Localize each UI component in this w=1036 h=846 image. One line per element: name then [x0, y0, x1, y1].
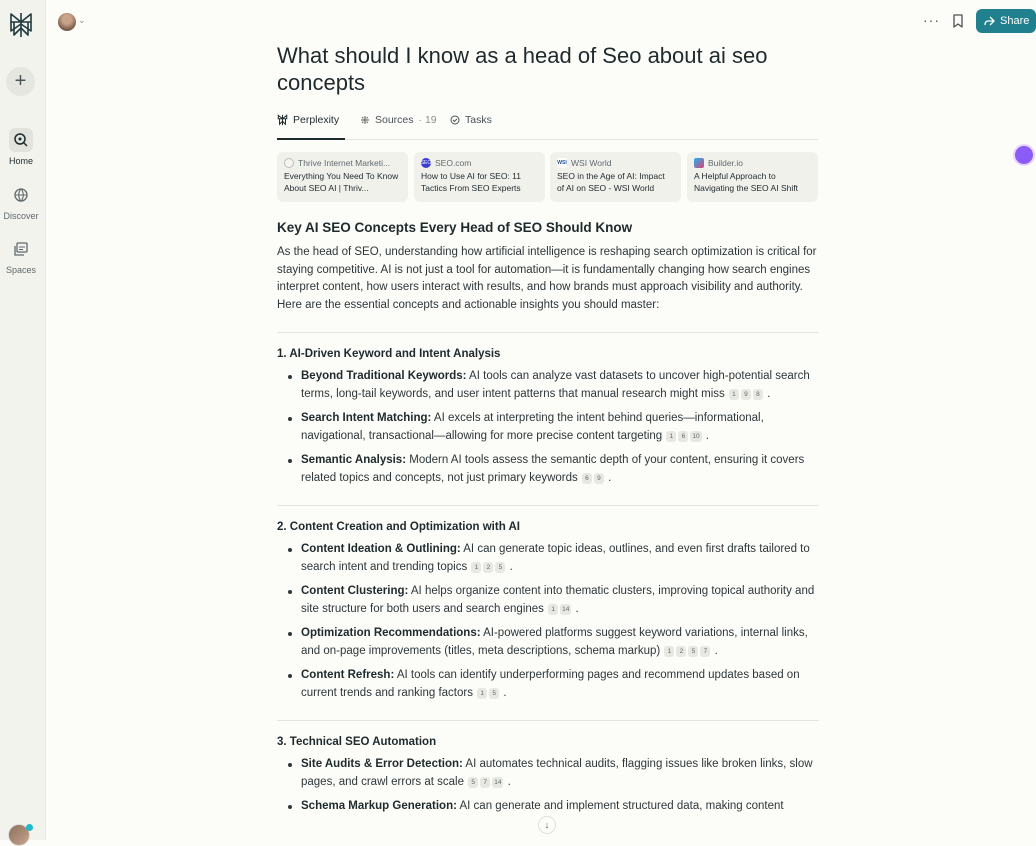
tab-tasks[interactable]	[450, 114, 492, 126]
tab-perplexity[interactable]	[277, 114, 339, 126]
sidebar-item-home[interactable]	[0, 128, 42, 166]
bookmark-icon[interactable]	[951, 13, 965, 29]
citation-badge[interactable]: 1	[471, 562, 481, 573]
share-label: Share	[1000, 15, 1030, 27]
list-item: Optimization Recommendations: AI-powered platforms suggest keyword variations, internal links, and on-page improvements (titles, meta descriptions, schema markup) 1 2 5 7 .	[277, 625, 819, 660]
source-title: A Helpful Approach to Navigating the SEO AI Shift	[694, 171, 798, 193]
section-title: 1. AI-Driven Keyword and Intent Analysis	[277, 348, 501, 360]
notification-dot-icon	[26, 824, 33, 831]
share-arrow-icon	[984, 16, 995, 26]
ellipsis-icon: ···	[923, 12, 940, 28]
sidebar-item-discover[interactable]	[0, 183, 42, 221]
bullet-text: AI tools can identify underperforming pages and recommend updates based on current trends and ranking factors	[301, 669, 800, 699]
bullet-term: Semantic Analysis:	[301, 454, 407, 466]
answer-sections	[277, 332, 819, 816]
citation-badge[interactable]: 6	[582, 473, 592, 484]
scroll-down-button[interactable]	[538, 816, 556, 834]
page-title: What should I know as a head of Seo about ai seo concepts	[277, 43, 768, 95]
citation-badge[interactable]: 5	[468, 777, 478, 788]
list-item: Content Refresh: AI tools can identify underperforming pages and recommend updates based on current trends and ranking factors 1 5 .	[277, 667, 819, 702]
source-card[interactable]	[277, 152, 408, 202]
list-item: Site Audits & Error Detection: AI automates technical audits, flagging issues like broken links, slow pages, and crawl errors at scale 5 7 14 .	[277, 756, 819, 791]
home-search-icon	[9, 128, 33, 152]
sources-icon	[360, 115, 370, 125]
source-site: SEO.com	[435, 158, 472, 168]
source-site: Builder.io	[708, 158, 743, 168]
citation-badge[interactable]: 2	[483, 562, 493, 573]
citation-badge[interactable]: 7	[700, 646, 710, 657]
sidebar	[0, 0, 46, 840]
bullet-term: Content Clustering:	[301, 585, 409, 597]
citation-badge[interactable]: 5	[489, 688, 499, 699]
tab-label: Perplexity	[293, 114, 340, 126]
answer-body	[277, 220, 819, 823]
section-title: 2. Content Creation and Optimization with AI	[277, 521, 520, 533]
tab-sources[interactable]	[360, 114, 437, 126]
bullet-term: Optimization Recommendations:	[301, 627, 481, 639]
bullet-text: Modern AI tools assess the semantic depth of your content, ensuring it covers related topics and concepts, not just primary keywords	[301, 454, 805, 484]
plus-icon: +	[14, 70, 27, 92]
thrive-favicon-icon	[284, 158, 294, 168]
bullet-text: AI helps organize content into thematic clusters, improving topical authority and site structure for both users and search engines	[301, 585, 815, 615]
citation-badge[interactable]: 5	[688, 646, 698, 657]
bullet-term: Content Refresh:	[301, 669, 395, 681]
tab-label: Sources	[375, 114, 414, 126]
list-item: Semantic Analysis: Modern AI tools assess the semantic depth of your content, ensuring it covers related topics and concepts, not just primary keywords 6 9 .	[277, 452, 819, 487]
citation-badge[interactable]: 9	[741, 389, 751, 400]
globe-icon	[9, 183, 33, 207]
source-title: How to Use AI for SEO: 11 Tactics From SEO Experts	[421, 171, 521, 193]
citation-badge[interactable]: 5	[495, 562, 505, 573]
citation-badge[interactable]: 1	[729, 389, 739, 400]
tab-label: Tasks	[465, 114, 492, 126]
thread-tabs	[277, 112, 818, 140]
citation-badge[interactable]: 8	[753, 389, 763, 400]
source-title: Everything You Need To Know About SEO AI | Thriv...	[284, 171, 399, 193]
bullet-text: AI automates technical audits, flagging issues like broken links, slow pages, and crawl errors at scale	[301, 758, 813, 788]
citation-badge[interactable]: 1	[477, 688, 487, 699]
source-card[interactable]	[550, 152, 681, 202]
new-thread-button[interactable]	[6, 67, 35, 96]
bullet-term: Search Intent Matching:	[301, 412, 432, 424]
sidebar-item-label: Home	[8, 156, 33, 166]
citation-badge[interactable]: 1	[664, 646, 674, 657]
citation-badge[interactable]: 14	[494, 778, 502, 786]
chevron-down-icon[interactable]: ⌄	[78, 15, 86, 25]
citation-badge[interactable]: 9	[594, 473, 604, 484]
thread-owner-avatar[interactable]	[58, 13, 76, 31]
list-item: Search Intent Matching: AI excels at interpreting the intent behind queries—informational, navigational, transactional—allowing for more precise content targeting 1 6 10 .	[277, 410, 819, 445]
active-tab-indicator	[277, 138, 345, 140]
perplexity-tab-icon	[277, 114, 288, 126]
bullet-term: Schema Markup Generation:	[301, 800, 457, 812]
answer-intro: As the head of SEO, understanding how artificial intelligence is reshaping search optimization is critical for staying competitive. AI is not just a tool for automation—it is fundamentally changing how search engines interpret content, how users interact with results, and how brands must approach visibility and authority. Here are the essential concepts and actionable insights you should master:	[277, 246, 817, 311]
bullet-term: Beyond Traditional Keywords:	[301, 370, 467, 382]
source-title: SEO in the Age of AI: Impact of AI on SEO - WSI World	[557, 171, 665, 193]
citation-badge[interactable]: 1	[666, 431, 676, 442]
seo-com-favicon-icon: SEO	[420, 160, 432, 166]
source-site: Thrive Internet Marketi...	[298, 158, 391, 168]
list-item: Beyond Traditional Keywords: AI tools can analyze vast datasets to uncover high-potential search terms, long-tail keywords, and user intent patterns that manual research might miss 1 9 8 .	[277, 368, 819, 403]
bullet-list	[277, 541, 819, 702]
source-site: WSI World	[571, 158, 612, 168]
check-circle-icon	[450, 115, 460, 125]
citation-badge[interactable]: 2	[676, 646, 686, 657]
list-item	[277, 798, 819, 816]
sources-count: · 19	[418, 114, 437, 126]
bullet-text: AI excels at interpreting the intent behind queries—informational, navigational, transactional—allowing for more precise content targeting	[301, 412, 764, 442]
source-cards	[277, 152, 819, 202]
bullet-term: Content Ideation & Outlining:	[301, 543, 461, 555]
share-button[interactable]	[976, 9, 1036, 33]
list-item: Content Ideation & Outlining: AI can generate topic ideas, outlines, and even first drafts tailored to search intent and trending topics 1 2 5 .	[277, 541, 819, 576]
list-item: Content Clustering: AI helps organize content into thematic clusters, improving topical authority and site structure for both users and search engines 1 14 .	[277, 583, 819, 618]
bullet-term: Site Audits & Error Detection:	[301, 758, 463, 770]
bullet-list	[277, 756, 819, 816]
answer-heading: Key AI SEO Concepts Every Head of SEO Should Know	[277, 220, 633, 235]
source-card[interactable]	[687, 152, 818, 202]
bullet-list	[277, 368, 819, 487]
assistant-bubble-icon[interactable]	[1015, 146, 1033, 164]
perplexity-logo-icon[interactable]	[8, 11, 34, 39]
bullet-text: AI-powered platforms suggest keyword variations, internal links, and on-page improvements (titles, meta descriptions, schema markup)	[301, 627, 808, 657]
bullet-text: AI can generate and implement structured data, making content	[456, 800, 784, 812]
sidebar-item-spaces[interactable]	[0, 237, 42, 275]
citation-badge[interactable]: 14	[562, 605, 570, 613]
bullet-text: AI tools can analyze vast datasets to uncover high-potential search terms, long-tail keywords, and user intent patterns that manual research might miss	[301, 370, 810, 400]
bullet-text: AI can generate topic ideas, outlines, and even first drafts tailored to search intent and trending topics	[301, 543, 810, 573]
sidebar-item-label: Spaces	[5, 265, 37, 275]
section-divider	[277, 720, 819, 721]
builder-io-favicon-icon	[694, 158, 704, 168]
wsi-favicon-icon: WSI	[557, 160, 567, 166]
section-title: 3. Technical SEO Automation	[277, 736, 437, 748]
more-options-button[interactable]	[923, 12, 940, 28]
arrow-down-icon: ↓	[544, 820, 550, 830]
citation-badge[interactable]: 7	[480, 777, 490, 788]
spaces-icon	[9, 237, 33, 261]
citation-badge[interactable]: 6	[678, 431, 688, 442]
source-card[interactable]	[414, 152, 545, 202]
sidebar-item-label: Discover	[3, 211, 39, 221]
section-divider	[277, 505, 819, 506]
section-divider	[277, 332, 819, 333]
citation-badge[interactable]: 10	[692, 432, 700, 440]
citation-badge[interactable]: 1	[548, 604, 558, 615]
